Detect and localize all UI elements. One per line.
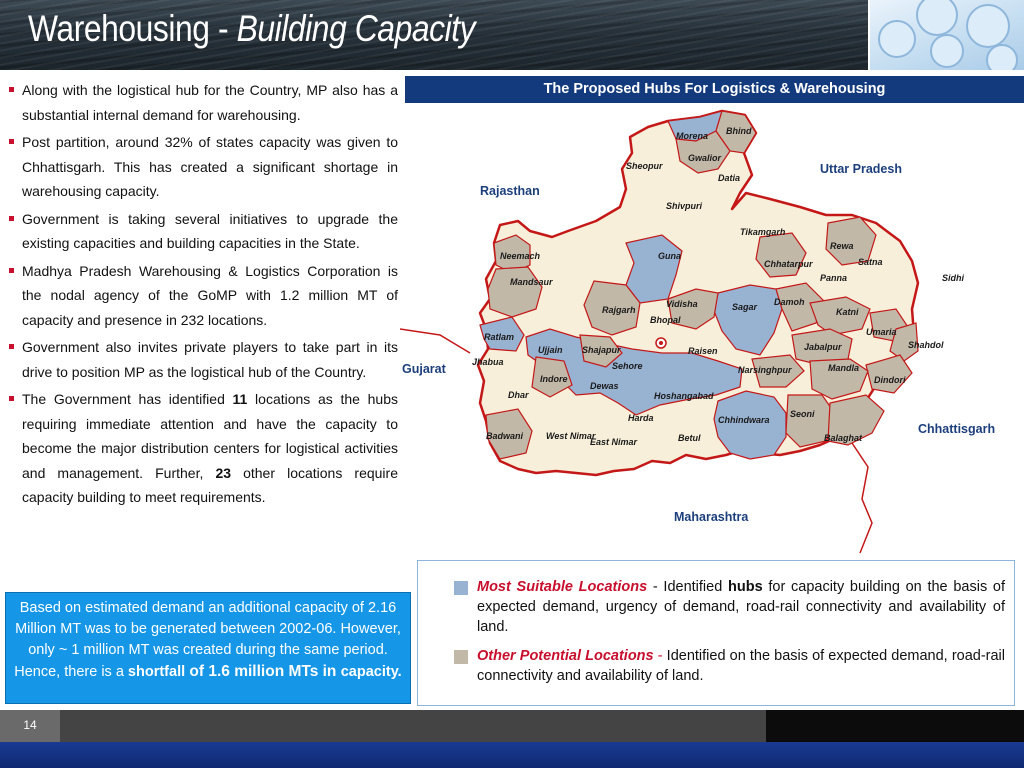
district-label: Hoshangabad [654,391,714,401]
district-label: Betul [678,433,701,443]
legend-title: Other Potential Locations [477,648,654,664]
district-label: Narsinghpur [738,365,792,375]
title-main: Warehousing - [28,8,237,49]
hub-count: 11 [232,391,248,407]
capital-marker-icon [659,341,663,345]
other-location-count: 23 [215,464,232,481]
district-label: Sagar [732,302,758,312]
bullet-square-icon [9,344,14,349]
clocks-image [868,0,1024,70]
legend-text: - Identified [647,579,728,595]
callout-emphasis: shortfall [127,664,186,680]
district-label: Shahdol [908,340,944,350]
district-label: Bhopal [650,315,681,325]
district-label: Damoh [774,297,805,307]
district-label: Neemach [500,251,541,261]
bullet-item [8,130,398,204]
map-legend [417,560,1015,706]
legend-text: for capacity building on the basis of expected demand, urgency of demand, road-rail connectivity and availability of land. [477,579,1006,635]
bullet-item [8,387,398,510]
district-label: Datia [718,173,741,183]
outside-border-line [852,443,872,553]
bullet-text: Government is taking several initiatives to upgrade the existing capacities and building capacities in the State. [22,210,398,251]
bullet-text: Along with the logistical hub for the Country, MP also has a substantial internal demand for warehousing. [22,82,398,123]
district-label: Raisen [688,346,718,356]
title-emphasis: Building Capacity [236,8,476,49]
clock-icon [878,20,916,58]
bullet-square-icon [9,216,14,221]
bullet-item [8,207,398,256]
callout-text: Based on estimated demand an additional capacity of 2.16 Million MT was to be generated between 2002-06. However, only ~ 1 million MT was created during the same period. Hence, there is a [14,600,401,680]
neighbor-maharashtra: Maharashtra [674,510,749,524]
shortfall-callout [5,592,411,704]
legend-swatch [454,650,468,664]
legend-title: Most Suitable Locations [477,579,648,595]
legend-emphasis: hubs [728,579,763,595]
bullet-list [8,78,398,513]
district-label: Bhind [726,126,752,136]
neighbor-chhattisgarh: Chhattisgarh [918,422,996,436]
district-label: Umaria [866,327,897,337]
legend-text: Identified on the basis of expected demand, road-rail connectivity and availability of land. [477,648,1005,684]
bullet-item [8,259,398,333]
district-label: Gwalior [688,153,722,163]
bullet-text: locations as the hubs requiring immediate attention and have the capacity to become the major distribution centers for logistical activities and management. Further, [22,391,398,481]
slide-title [28,8,475,50]
legend-separator: - [653,648,667,664]
legend-item-potential [477,646,1005,686]
district-label: East Nimar [590,437,638,447]
district-label: Tikamgarh [740,227,786,237]
footer-blue-strip [0,742,1024,768]
district-label: Rewa [830,241,854,251]
district-label: Katni [836,307,859,317]
district-label: Chhatarpur [764,259,813,269]
bullet-text: Government also invites private players to take part in its drive to position MP as the logistical hub of the Country. [22,339,398,380]
district-label: Dewas [590,381,619,391]
bullet-text: The Government has identified [22,391,233,407]
district-label: Mandla [828,363,860,373]
legend-item-suitable [477,577,1005,637]
district-label: Harda [628,413,654,423]
district-label: Seoni [790,409,815,419]
district-label: Sheopur [626,161,663,171]
district-label: Guna [658,251,682,261]
bullet-square-icon [9,139,14,144]
clock-icon [916,0,958,36]
district-label: Satna [858,257,883,267]
bullet-text: Madhya Pradesh Warehousing & Logistics Corporation is the nodal agency of the GoMP with 1.2 million MT of capacity and presence in 232 locations. [22,262,398,328]
neighbor-gujarat: Gujarat [402,362,446,376]
district-label: Jhabua [472,357,504,367]
district-label: Mandsaur [510,277,553,287]
clock-icon [966,4,1010,48]
bullet-square-icon [9,268,14,273]
bullet-item [8,335,398,384]
bullet-text: Post partition, around 32% of states capacity was given to Chhattisgarh. This has created a significant shortage in warehousing capacity. [22,134,398,199]
district-label: Balaghat [824,433,863,443]
district-label: Badwani [486,431,524,441]
district-label: Panna [820,273,848,283]
neighbor-uttar-pradesh: Uttar Pradesh [820,162,902,176]
map-title: The Proposed Hubs For Logistics & Warehousing [405,76,1024,103]
footer-dark-block [766,710,1024,742]
district-label: Ujjain [538,345,563,355]
slide-header [0,0,1024,70]
clock-icon [930,34,964,68]
neighbor-rajasthan: Rajasthan [480,184,540,198]
district-label: Shivpuri [666,201,703,211]
district-label: Chhindwara [718,415,770,425]
page-number: 14 [0,710,60,742]
callout-emphasis: capacity. [340,664,402,680]
district-label: Morena [676,131,709,141]
legend-swatch [454,581,468,595]
district-label: Dhar [508,390,529,400]
district-label: Vidisha [666,299,698,309]
district-label: Shajapur [582,345,621,355]
clock-icon [986,44,1018,70]
region-mandsaur [488,267,542,317]
bullet-square-icon [9,396,14,401]
district-label: Sidhi [942,273,964,283]
bullet-square-icon [9,87,14,92]
district-label: Ratlam [484,332,515,342]
district-label: Jabalpur [804,342,842,352]
district-label: Sehore [612,361,643,371]
bullet-item [8,78,398,127]
outside-border-line [400,329,470,353]
district-label: Rajgarh [602,305,636,315]
district-label: Dindori [874,375,906,385]
district-label: Indore [540,374,568,384]
bullet-text: other locations require capacity building to meet requirements. [22,464,398,505]
callout-emphasis: of 1.6 million MTs in [185,663,341,680]
state-map [400,103,1024,558]
district-label: West Nimar [546,431,596,441]
